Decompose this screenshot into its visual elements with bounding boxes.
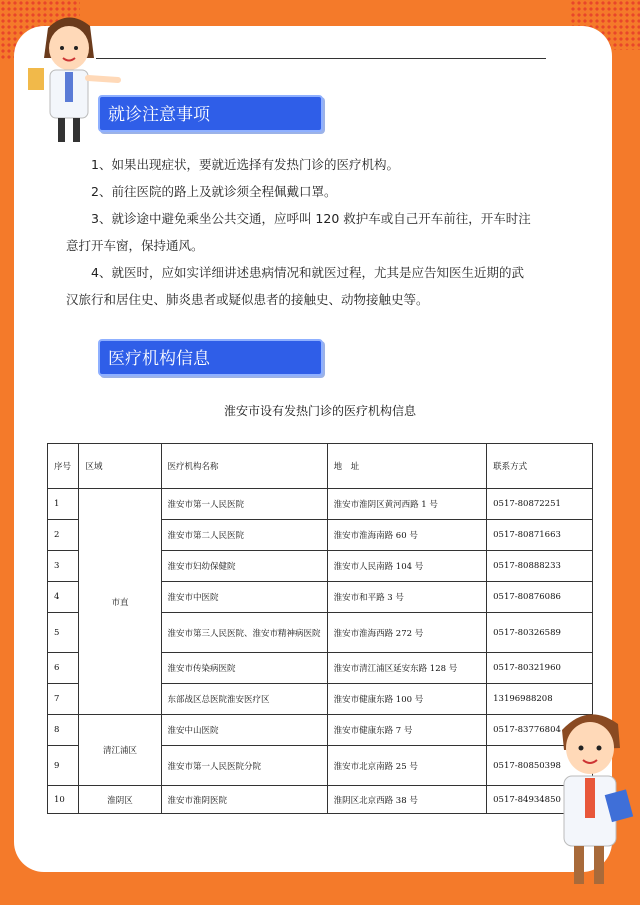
row-address: 淮阴区北京西路 38 号 [327, 786, 487, 814]
section-title-notice: 就诊注意事项 [98, 95, 323, 132]
row-no: 4 [48, 582, 79, 613]
row-no: 1 [48, 489, 79, 520]
row-address: 淮安市清江浦区延安东路 128 号 [327, 653, 487, 684]
header-rule [96, 58, 546, 59]
hospital-table [47, 443, 593, 814]
row-name: 淮安市淮阴医院 [161, 786, 327, 814]
row-address: 淮安市和平路 3 号 [327, 582, 487, 613]
row-phone: 0517-84934850 [487, 786, 593, 814]
notice-item-1: 1、如果出现症状，要就近选择有发热门诊的医疗机构。 [91, 157, 399, 172]
row-phone: 0517-80888233 [487, 551, 593, 582]
row-name: 淮安市第二人民医院 [161, 520, 327, 551]
area-cell: 市直 [79, 489, 161, 715]
row-no: 8 [48, 715, 79, 746]
table-title: 淮安市设有发热门诊的医疗机构信息 [223, 404, 416, 418]
row-no: 5 [48, 613, 79, 653]
notice-item-3: 3、就诊途中避免乘坐公共交通，应呼叫 120 救护车或自己开车前往，开车时注意打开车窗，保持通风。 [66, 211, 531, 253]
row-address: 淮安市健康东路 100 号 [327, 684, 487, 715]
row-phone: 0517-80871663 [487, 520, 593, 551]
header-no: 序号 [48, 444, 79, 489]
row-name: 淮安市妇幼保健院 [161, 551, 327, 582]
section-title-info: 医疗机构信息 [98, 339, 323, 376]
row-name: 淮安中山医院 [161, 715, 327, 746]
row-address: 淮安市淮阴区黄河西路 1 号 [327, 489, 487, 520]
row-no: 6 [48, 653, 79, 684]
row-phone: 0517-80876086 [487, 582, 593, 613]
header-name: 医疗机构名称 [161, 444, 327, 489]
row-phone: 0517-80872251 [487, 489, 593, 520]
notice-item-4: 4、就医时，应如实详细讲述患病情况和就医过程，尤其是应告知医生近期的武汉旅行和居住史、肺炎患者或疑似患者的接触史、动物接触史等。 [66, 265, 524, 307]
row-no: 3 [48, 551, 79, 582]
row-address: 淮安市健康东路 7 号 [327, 715, 487, 746]
row-phone: 0517-80321960 [487, 653, 593, 684]
row-name: 东部战区总医院淮安医疗区 [161, 684, 327, 715]
row-name: 淮安市第一人民医院分院 [161, 746, 327, 786]
row-phone: 0517-83776804 [487, 715, 593, 746]
row-phone: 0517-80850398 [487, 746, 593, 786]
header-area: 区域 [79, 444, 161, 489]
table-row [48, 489, 593, 520]
table-header-row [48, 444, 593, 489]
header-phone: 联系方式 [487, 444, 593, 489]
row-phone: 13196988208 [487, 684, 593, 715]
row-name: 淮安市第一人民医院 [161, 489, 327, 520]
row-address: 淮安市淮海南路 60 号 [327, 520, 487, 551]
header-address: 地 址 [327, 444, 487, 489]
row-no: 9 [48, 746, 79, 786]
row-no: 7 [48, 684, 79, 715]
row-address: 淮安市北京南路 25 号 [327, 746, 487, 786]
area-cell: 淮阴区 [79, 786, 161, 814]
row-address: 淮安市淮海西路 272 号 [327, 613, 487, 653]
doctor-boy-illustration [548, 700, 638, 892]
table-row [48, 786, 593, 814]
row-name: 淮安市传染病医院 [161, 653, 327, 684]
row-name: 淮安市第三人民医院、淮安市精神病医院 [161, 613, 327, 653]
notice-item-2: 2、前往医院的路上及就诊须全程佩戴口罩。 [91, 184, 337, 199]
area-cell: 清江浦区 [79, 715, 161, 786]
row-no: 10 [48, 786, 79, 814]
row-no: 2 [48, 520, 79, 551]
row-phone: 0517-80326589 [487, 613, 593, 653]
row-address: 淮安市人民南路 104 号 [327, 551, 487, 582]
row-name: 淮安市中医院 [161, 582, 327, 613]
table-row [48, 715, 593, 746]
